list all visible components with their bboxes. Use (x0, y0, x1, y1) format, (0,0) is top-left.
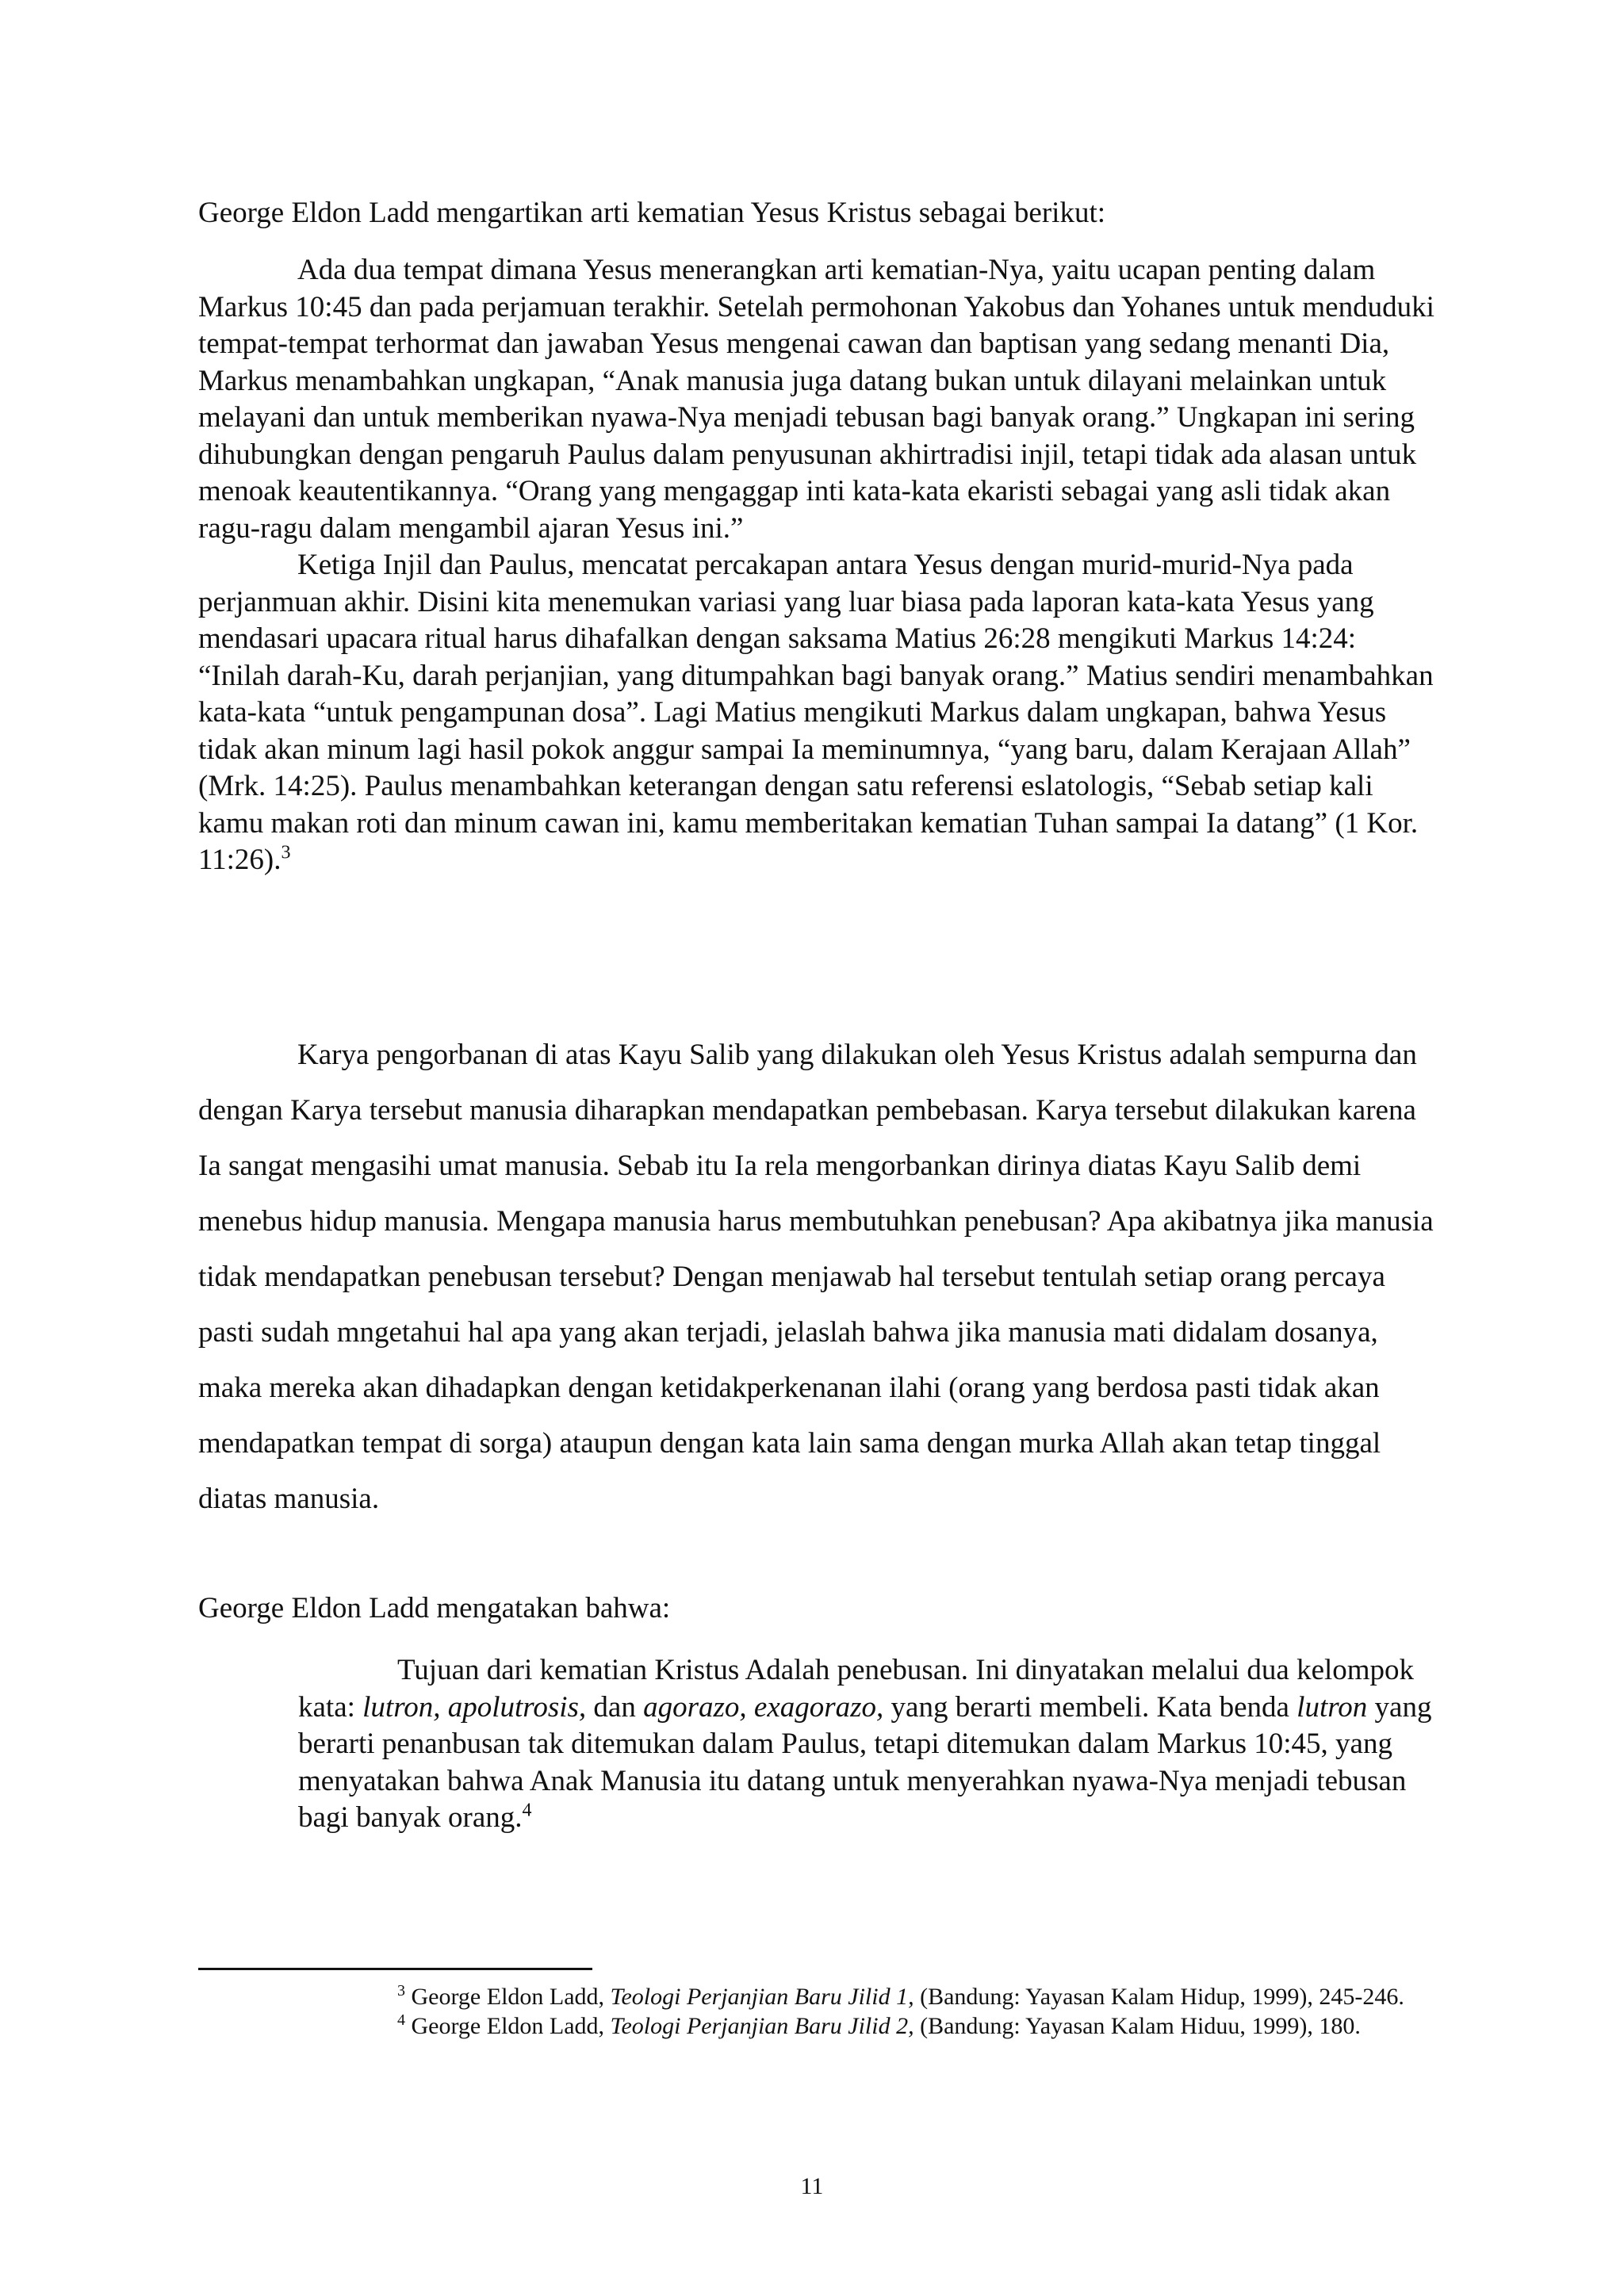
footnote-divider (198, 1968, 592, 1970)
quote-paragraph-2 (198, 547, 1435, 879)
quote-paragraph-1: Ada dua tempat dimana Yesus menerangkan arti kematian-Nya, yaitu ucapan penting dalam Markus 10:45 dan pada perjamuan terakhir. Setelah permohonan Yakobus dan Yohanes untuk menduduki tempat-tempat terhormat dan jawaban Yesus mengenai cawan dan baptisan yang sedang menanti Dia, Markus menambahkan ungkapan, “Anak manusia juga datang bukan untuk dilayani melainkan untuk melayani dan untuk memberikan nyawa-Nya menjadi tebusan bagi banyak orang.” Ungkapan ini sering dihubungkan dengan pengaruh Paulus dalam penyusunan akhirtradisi injil, tetapi tidak ada alasan untuk menoak keautentikannya. “Orang yang mengaggap inti kata-kata ekaristi sebagai yang asli tidak akan ragu-ragu dalam mengambil ajaran Yesus ini.” (198, 254, 1434, 545)
footnote-publication: (Bandung: Yayasan Kalam Hiduu, 1999), 180. (914, 2013, 1361, 2039)
block-quote-ladd-2 (298, 1652, 1435, 1837)
footnote-book-title: Teologi Perjanjian Baru Jilid 2, (610, 2013, 914, 2039)
footnote-publication: (Bandung: Yayasan Kalam Hidup, 1999), 245-246. (914, 1984, 1404, 2010)
footnote-ref-3: 3 (281, 842, 291, 863)
footnote-3 (298, 1982, 1435, 2011)
footnote-book-title: Teologi Perjanjian Baru Jilid 1, (610, 1984, 914, 2010)
footnote-number: 4 (397, 2011, 405, 2029)
quote2-italic-2: agorazo, exagorazo, (643, 1690, 884, 1724)
footnote-ref-4: 4 (522, 1800, 532, 1821)
quote2-text-4: yang berarti penanbusan tak ditemukan dalam Paulus, tetapi ditemukan dalam Markus 10:45, yang menyatakan bahwa Anak Manusia itu datang untuk menyerahkan nyawa-Nya menjadi tebusan bagi banyak orang. (298, 1690, 1432, 1834)
footnote-4 (298, 2011, 1435, 2041)
second-lead-line: George Eldon Ladd mengatakan bahwa: (198, 1592, 671, 1624)
quote2-text-1: Tujuan dari kematian Kristus Adalah penebusan. Ini dinyatakan melalui dua kelompok kata: (298, 1654, 1415, 1724)
intro-line: George Eldon Ladd mengartikan arti kematian Yesus Kristus sebagai berikut: (198, 197, 1106, 229)
body-paragraph: Karya pengorbanan di atas Kayu Salib yang dilakukan oleh Yesus Kristus adalah sempurna dan dengan Karya tersebut manusia diharapkan mendapatkan pembebasan. Karya tersebut dilakukan karena Ia sangat mengasihi umat manusia. Sebab itu Ia rela mengorbankan dirinya diatas Kayu Salib demi menebus hidup manusia. Mengapa manusia harus membutuhkan penebusan? Apa akibatnya jika manusia tidak mendapatkan penebusan tersebut? Dengan menjawab hal tersebut tentulah setiap orang percaya pasti sudah mngetahui hal apa yang akan terjadi, jelaslah bahwa jika manusia mati didalam dosanya, maka mereka akan dihadapkan dengan ketidakperkenanan ilahi (orang yang berdosa pasti tidak akan mendapatkan tempat di sorga) ataupun dengan kata lain sama dengan murka Allah akan tetap tinggal diatas manusia. (198, 1039, 1434, 1515)
quote2-text-3: yang berarti membeli. Kata benda (883, 1690, 1297, 1724)
footnotes (298, 1982, 1435, 2041)
quote2-italic-1: lutron, apolutrosis, (362, 1690, 587, 1724)
footnote-author: George Eldon Ladd, (411, 1984, 611, 2010)
footnote-number: 3 (397, 1982, 405, 1999)
footnote-author: George Eldon Ladd, (411, 2013, 611, 2039)
quote2-italic-3: lutron (1297, 1690, 1368, 1724)
quote2-text-2: dan (586, 1690, 644, 1724)
block-quote-ladd-1 (198, 252, 1435, 879)
page-number: 11 (800, 2173, 824, 2199)
quote-paragraph-2-text: Ketiga Injil dan Paulus, mencatat percakapan antara Yesus dengan murid-murid-Nya pada perjanmuan akhir. Disini kita menemukan variasi yang luar biasa pada laporan kata-kata Yesus yang mendasari upacara ritual harus dihafalkan dengan saksama Matius 26:28 mengikuti Markus 14:24: “Inilah darah-Ku, darah perjanjian, yang ditumpahkan bagi banyak orang.” Matius sendiri menambahkan kata-kata “untuk pengampunan dosa”. Lagi Matius mengikuti Markus dalam ungkapan, bahwa Yesus tidak akan minum lagi hasil pokok anggur sampai Ia meminumnya, “yang baru, dalam Kerajaan Allah” (Mrk. 14:25). Paulus menambahkan keterangan dengan satu referensi eslatologis, “Sebab setiap kali kamu makan roti dan minum cawan ini, kamu memberitakan kematian Tuhan sampai Ia datang” (1 Kor. 11:26). (198, 549, 1434, 876)
